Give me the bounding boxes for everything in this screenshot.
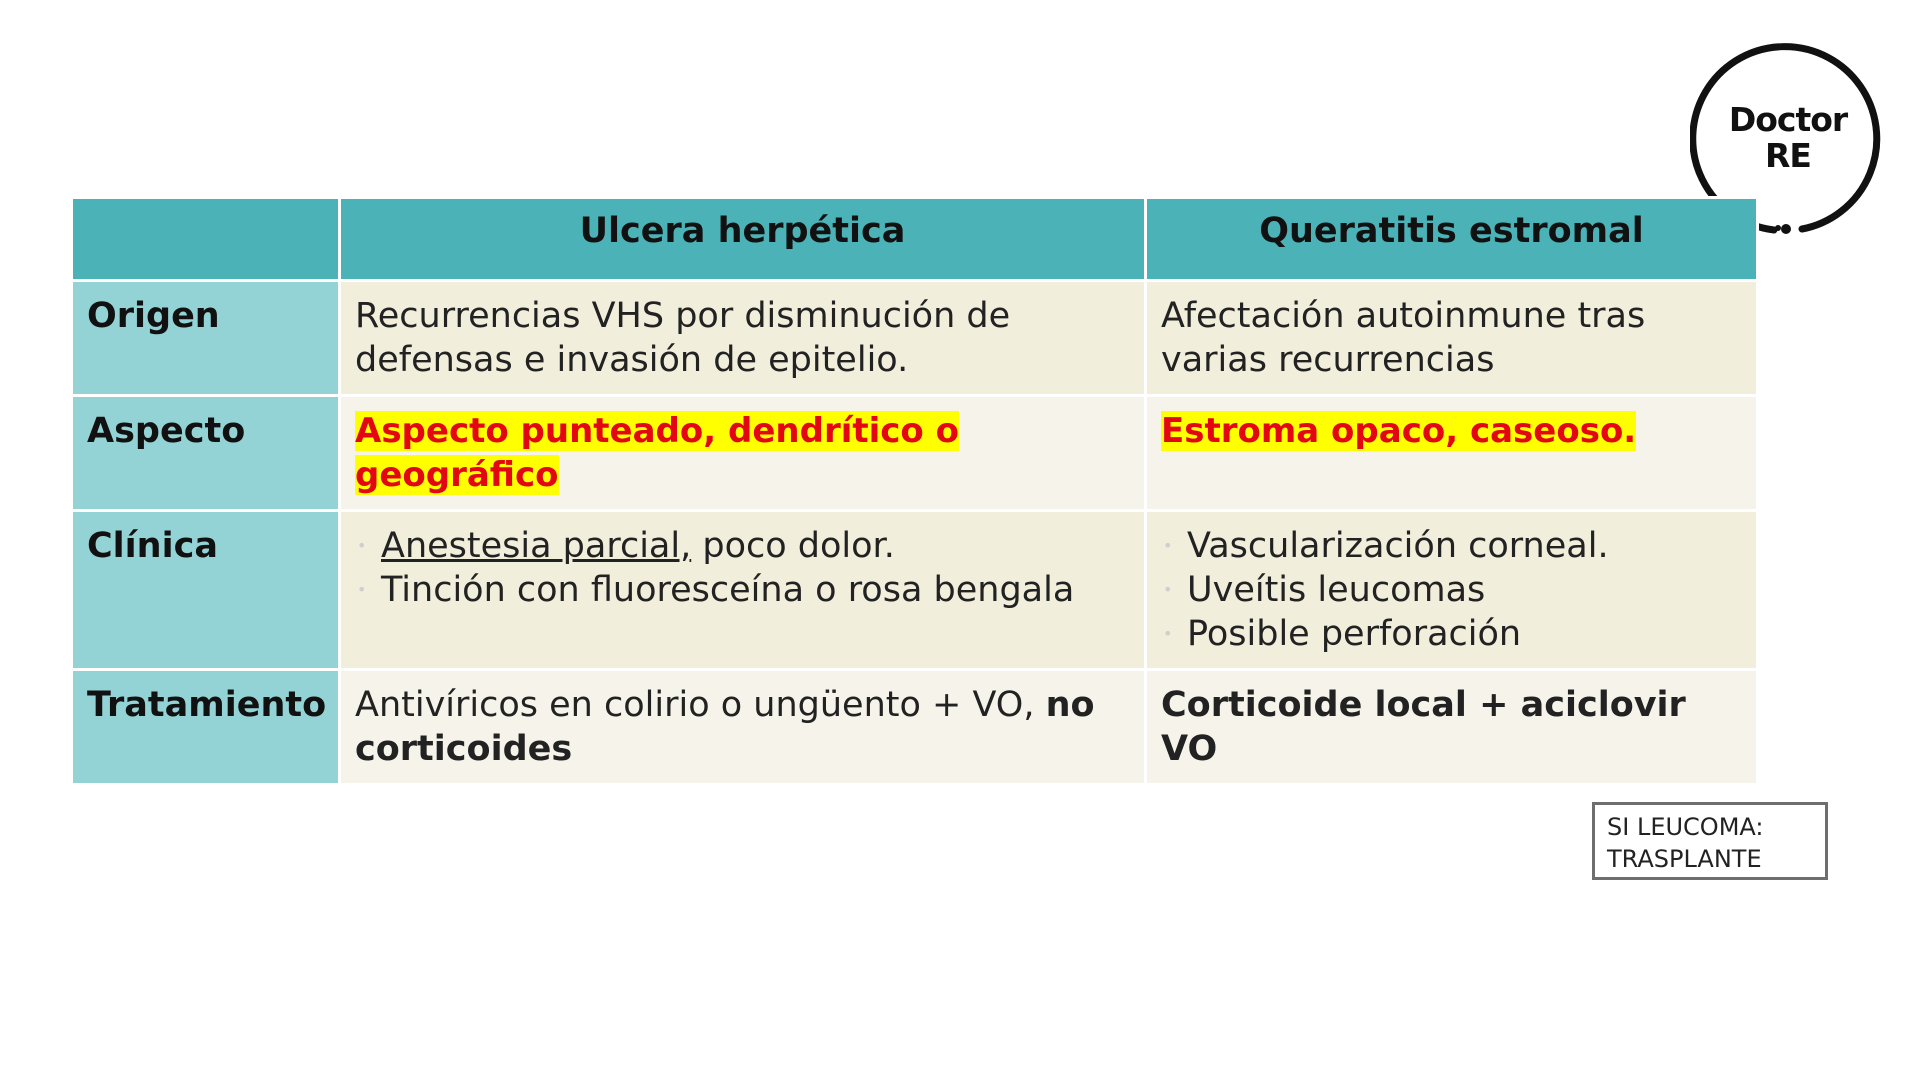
bullet-list (355, 524, 1130, 612)
list-item (355, 524, 1130, 568)
highlighted-text: Aspecto punteado, dendrítico o geográfico (355, 411, 959, 495)
note-line-2: TRASPLANTE (1607, 845, 1762, 873)
cell-clinica-queratitis (1146, 511, 1758, 670)
list-item: • Uveítis leucomas (1161, 568, 1742, 612)
table-row-origen (72, 281, 1758, 396)
comparison-table (70, 196, 1759, 786)
bullet-list (1161, 524, 1742, 656)
table-row-aspecto (72, 396, 1758, 511)
row-label-clinica: Clínica (72, 511, 340, 670)
cell-tratamiento-queratitis: Corticoide local + aciclovir VO (1146, 670, 1758, 785)
table-row-tratamiento (72, 670, 1758, 785)
list-item: • Vascularización corneal. (1161, 524, 1742, 568)
highlighted-text: Estroma opaco, caseoso. (1161, 411, 1637, 451)
logo-line-1: Doctor (1728, 100, 1848, 139)
logo-line-2: RE (1765, 136, 1811, 175)
logo-text (1690, 102, 1886, 174)
cell-aspecto-queratitis (1146, 396, 1758, 511)
list-item: • Posible perforación (1161, 612, 1742, 656)
row-label-tratamiento: Tratamiento (72, 670, 340, 785)
table-row-clinica (72, 511, 1758, 670)
cell-clinica-ulcera (340, 511, 1146, 670)
cell-origen-queratitis: Afectación autoinmune tras varias recurrencias (1146, 281, 1758, 396)
list-item-text: poco dolor. (691, 526, 895, 566)
cell-origen-ulcera: Recurrencias VHS por disminución de defensas e invasión de epitelio. (340, 281, 1146, 396)
treatment-bold-text: no corticoides (355, 685, 1095, 769)
cell-aspecto-ulcera (340, 396, 1146, 511)
treatment-text: Antivíricos en colirio o ungüento + VO, (355, 685, 1046, 725)
header-ulcera-herpetica: Ulcera herpética (340, 198, 1146, 281)
header-empty (72, 198, 340, 281)
underlined-text: Anestesia parcial, (381, 526, 692, 566)
row-label-aspecto: Aspecto (72, 396, 340, 511)
note-line-1: SI LEUCOMA: (1607, 813, 1764, 841)
header-queratitis-estromal: Queratitis estromal (1146, 198, 1758, 281)
list-item: • Tinción con fluoresceína o rosa bengala (355, 568, 1130, 612)
row-label-origen: Origen (72, 281, 340, 396)
note-box (1592, 802, 1828, 880)
table-header-row (72, 198, 1758, 281)
cell-tratamiento-ulcera (340, 670, 1146, 785)
